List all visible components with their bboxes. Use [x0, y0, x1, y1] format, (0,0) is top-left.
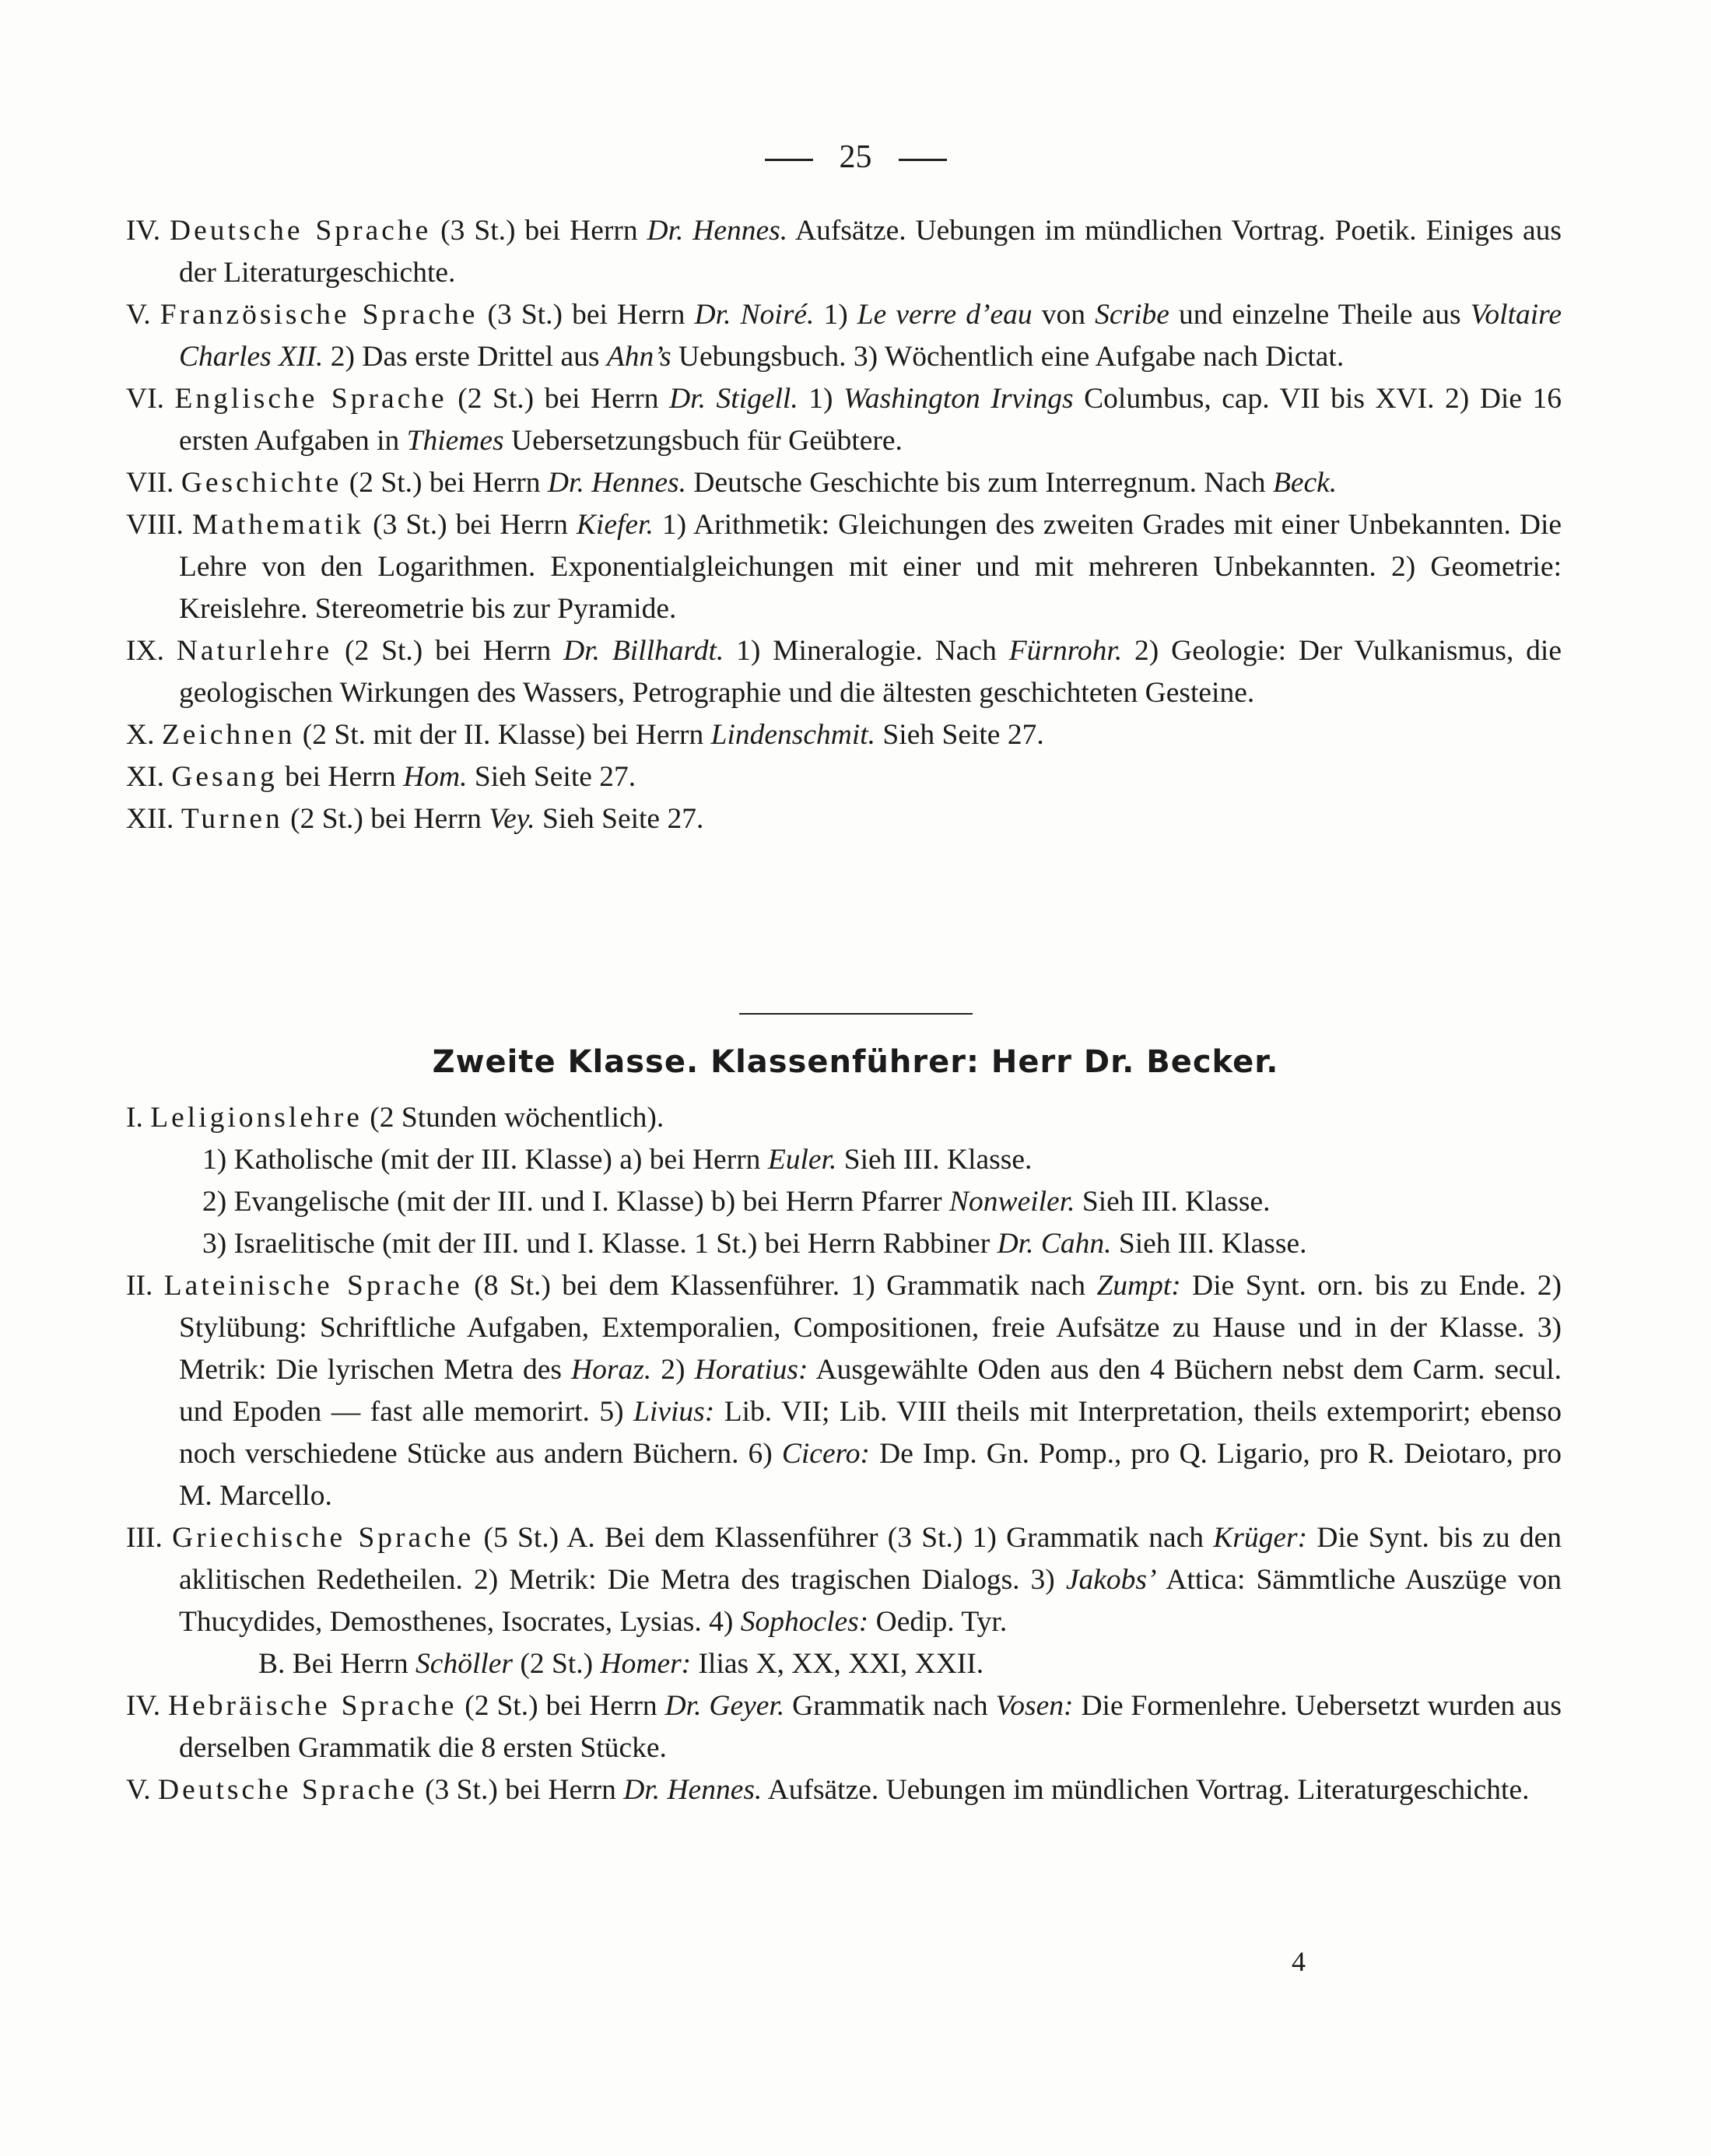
- subject: Englische Sprache: [174, 383, 447, 415]
- section-heading: Zweite Klasse. Klassenführer: Herr Dr. Becker.: [432, 1044, 1279, 1080]
- signature-mark: 4: [1292, 1946, 1306, 1977]
- entry: IV. Deutsche Sprache (3 St.) bei Herrn Dr. Hennes. Aufsätze. Uebungen im mündlichen Vortrag. Poetik. Einiges aus der Literaturgeschichte.: [126, 215, 1562, 289]
- subject: Gesang: [171, 761, 278, 793]
- subject: Griechische Sprache: [172, 1522, 475, 1554]
- entry: V. Deutsche Sprache (3 St.) bei Herrn Dr. Hennes. Aufsätze. Uebungen im mündlichen Vortrag. Literaturgeschichte.: [126, 1774, 1530, 1806]
- subject: Zeichnen: [161, 719, 296, 751]
- subject: Geschichte: [181, 467, 342, 499]
- entry: I. Leligionslehre (2 Stunden wöchentlich).: [126, 1102, 664, 1134]
- subject: Hebräische Sprache: [168, 1690, 458, 1722]
- subject: Leligionslehre: [150, 1102, 363, 1134]
- subject: Mathematik: [191, 509, 365, 541]
- subject: Französische Sprache: [160, 299, 479, 331]
- sub-entry: B. Bei Herrn Schöller (2 St.) Homer: Ilias X, XX, XXI, XXII.: [258, 1648, 984, 1680]
- entry: VI. Englische Sprache (2 St.) bei Herrn Dr. Stigell. 1) Washington Irvings Columbus, cap. VII bis XVI. 2) Die 16 ersten Aufgaben in Thiemes Uebersetzungsbuch für Geübtere.: [126, 383, 1562, 457]
- entry: II. Lateinische Sprache (8 St.) bei dem Klassenführer. 1) Grammatik nach Zumpt: Die Synt. orn. bis zu Ende. 2) Stylübung: Schriftliche Aufgaben, Extemporalien, Compositionen, freie Aufsätze zu Hause und in der Klasse. 3) Metrik: Die lyrischen Metra des Horaz. 2) Horatius: Ausgewählte Oden aus den 4 Büchern nebst dem Carm. secul. und Epoden — fast alle memorirt. 5) Livius: Lib. VII; Lib. VIII theils mit Interpretation, theils extemporirt; ebenso noch verschiedene Stücke aus andern Büchern. 6) Cicero: De Imp. Gn. Pomp., pro Q. Ligario, pro R. Deiotaro, pro M. Marcello.: [126, 1270, 1562, 1512]
- entry: XII. Turnen (2 St.) bei Herrn Vey. Sieh Seite 27.: [126, 803, 704, 835]
- subject: Turnen: [181, 803, 283, 835]
- entry: XI. Gesang bei Herrn Hom. Sieh Seite 27.: [126, 761, 636, 793]
- sub-entry: 1) Katholische (mit der III. Klasse) a) bei Herrn Euler. Sieh III. Klasse.: [202, 1144, 1033, 1176]
- subject: Lateinische Sprache: [163, 1270, 463, 1302]
- entry: III. Griechische Sprache (5 St.) A. Bei dem Klassenführer (3 St.) 1) Grammatik nach Krüger: Die Synt. bis zu den aklitischen Redetheilen. 2) Metrik: Die Metra des tragischen Dialogs. 3) Jakobs’ Attica: Sämmtliche Auszüge von Thucydides, Demosthenes, Isocrates, Lysias. 4) Sophocles: Oedip. Tyr.: [126, 1522, 1562, 1638]
- subject: Deutsche Sprache: [158, 1774, 418, 1806]
- entry: IX. Naturlehre (2 St.) bei Herrn Dr. Billhardt. 1) Mineralogie. Nach Fürnrohr. 2) Geologie: Der Vulkanismus, die geologischen Wirkungen des Wassers, Petrographie und die ältesten geschichteten Gesteine.: [126, 635, 1562, 709]
- entry: IV. Hebräische Sprache (2 St.) bei Herrn Dr. Geyer. Grammatik nach Vosen: Die Formenlehre. Uebersetzt wurden aus derselben Grammatik die 8 ersten Stücke.: [126, 1690, 1562, 1764]
- subject: Naturlehre: [176, 635, 333, 667]
- entry: VII. Geschichte (2 St.) bei Herrn Dr. Hennes. Deutsche Geschichte bis zum Interregnum. Nach Beck.: [126, 467, 1338, 499]
- sub-entry: 2) Evangelische (mit der III. und I. Klasse) b) bei Herrn Pfarrer Nonweiler. Sieh III. Klasse.: [202, 1186, 1271, 1218]
- bottom-section: [126, 1097, 1562, 1811]
- entry: V. Französische Sprache (3 St.) bei Herrn Dr. Noiré. 1) Le verre d’eau von Scribe und einzelne Theile aus Voltaire Charles XII. 2) Das erste Drittel aus Ahn’s Uebungsbuch. 3) Wöchentlich eine Aufgabe nach Dictat.: [126, 299, 1562, 373]
- page-number: 25: [0, 138, 1711, 176]
- section-divider: [739, 1013, 973, 1015]
- sub-entry: 3) Israelitische (mit der III. und I. Klasse. 1 St.) bei Herrn Rabbiner Dr. Cahn. Sieh III. Klasse.: [202, 1228, 1307, 1260]
- entry: X. Zeichnen (2 St. mit der II. Klasse) bei Herrn Lindenschmit. Sieh Seite 27.: [126, 719, 1044, 751]
- subject: Deutsche Sprache: [170, 215, 432, 247]
- top-section: [126, 210, 1562, 840]
- entry: VIII. Mathematik (3 St.) bei Herrn Kiefer. 1) Arithmetik: Gleichungen des zweiten Grades mit einer Unbekannten. Die Lehre von den Logarithmen. Exponentialgleichungen mit einer und mit mehreren Unbekannten. 2) Geometrie: Kreislehre. Stereometrie bis zur Pyramide.: [126, 509, 1562, 625]
